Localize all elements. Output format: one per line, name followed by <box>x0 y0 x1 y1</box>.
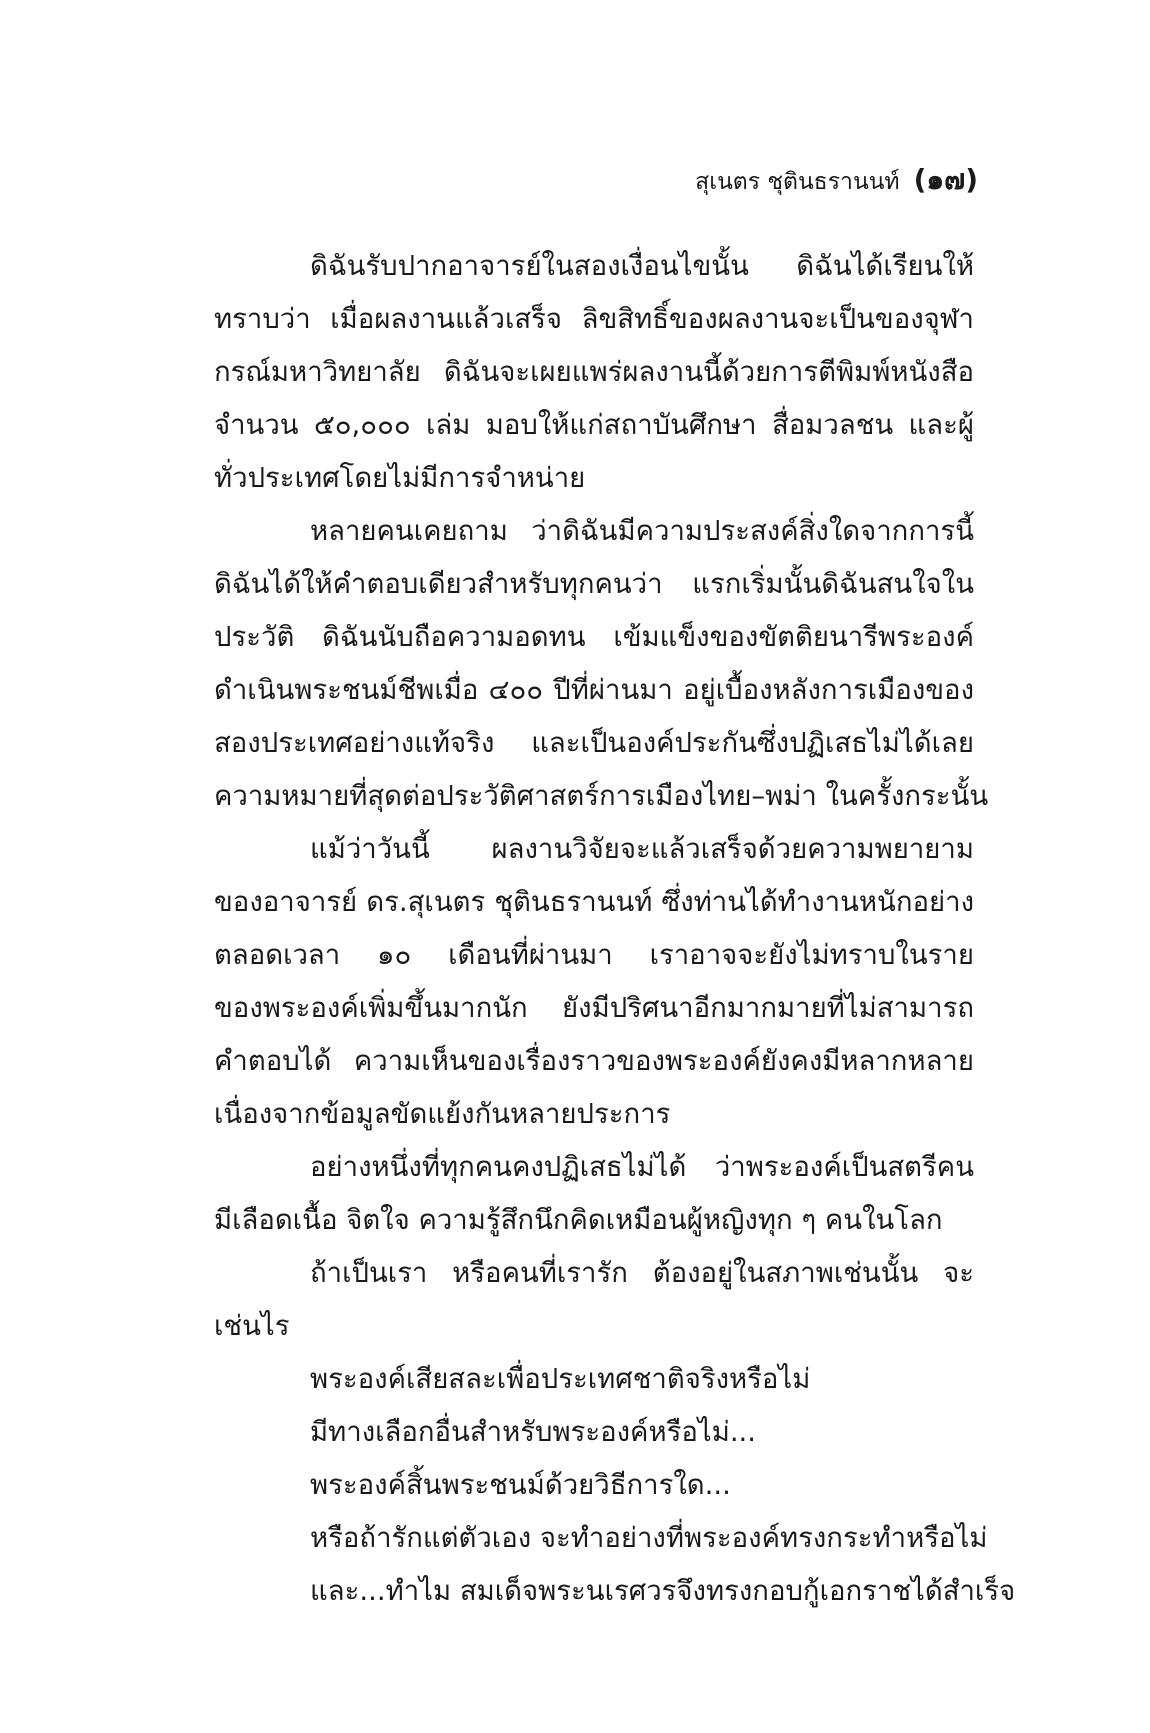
text-line: ทราบว่า เมื่อผลงานแล้วเสร็จ ลิขสิทธิ์ของผลงานจะเป็นของจุฬา <box>214 303 974 335</box>
text-line: ถ้าเป็นเรา หรือคนที่เรารัก ต้องอยู่ในสภาพเช่นนั้น จะ <box>310 1257 974 1289</box>
page-number: (๑๗) <box>913 163 978 196</box>
text-line: ของอาจารย์ ดร.สุเนตร ชุตินธรานนท์ ซึ่งท่านได้ทำงานหนักอย่าง <box>214 886 974 918</box>
text-line: แม้ว่าวันนี้ ผลงานวิจัยจะแล้วเสร็จด้วยความพยายาม <box>310 833 974 865</box>
text-line: ความหมายที่สุดต่อประวัติศาสตร์การเมืองไทย–พม่า ในครั้งกระนั้น <box>214 780 989 812</box>
text-line: ดำเนินพระชนม์ชีพเมื่อ ๔๐๐ ปีที่ผ่านมา อยู่เบื้องหลังการเมืองของ <box>214 674 974 706</box>
text-line: อย่างหนึ่งที่ทุกคนคงปฏิเสธไม่ได้ ว่าพระองค์เป็นสตรีคน <box>310 1151 974 1183</box>
text-line: ประวัติ ดิฉันนับถือความอดทน เข้มแข็งของขัตติยนารีพระองค์ <box>214 621 974 653</box>
text-line: เช่นไร <box>214 1310 290 1342</box>
text-line: มีทางเลือกอื่นสำหรับพระองค์หรือไม่... <box>310 1416 757 1448</box>
text-line: เนื่องจากข้อมูลขัดแย้งกันหลายประการ <box>214 1098 671 1130</box>
text-line: มีเลือดเนื้อ จิตใจ ความรู้สึกนึกคิดเหมือนผู้หญิงทุก ๆ คนในโลก <box>214 1204 943 1236</box>
text-line: ทั่วประเทศโดยไม่มีการจำหน่าย <box>214 462 586 494</box>
text-line: สองประเทศอย่างแท้จริง และเป็นองค์ประกันซึ่งปฏิเสธไม่ได้เลย <box>214 727 974 759</box>
text-line: หลายคนเคยถาม ว่าดิฉันมีความประสงค์สิ่งใดจากการนี้ <box>310 515 974 547</box>
text-line: กรณ์มหาวิทยาลัย ดิฉันจะเผยแพร่ผลงานนี้ด้วยการตีพิมพ์หนังสือ <box>214 356 974 388</box>
text-line: ตลอดเวลา ๑๐ เดือนที่ผ่านมา เราอาจจะยังไม่ทราบในราย <box>214 939 974 971</box>
text-line: หรือถ้ารักแต่ตัวเอง จะทำอย่างที่พระองค์ทรงกระทำหรือไม่ <box>310 1522 988 1554</box>
text-line: ดิฉันรับปากอาจารย์ในสองเงื่อนไขนั้น ดิฉันได้เรียนให้ <box>310 250 974 282</box>
running-header <box>695 158 978 202</box>
body-text <box>214 240 1016 1618</box>
text-line: พระองค์สิ้นพระชนม์ด้วยวิธีการใด... <box>310 1469 731 1501</box>
text-line: พระองค์เสียสละเพื่อประเทศชาติจริงหรือไม่ <box>310 1363 811 1395</box>
text-line: จำนวน ๕๐,๐๐๐ เล่ม มอบให้แก่สถาบันศึกษา สื่อมวลชน และผู้ <box>214 409 974 441</box>
text-line: คำตอบได้ ความเห็นของเรื่องราวของพระองค์ยังคงมีหลากหลาย <box>214 1045 974 1077</box>
text-line: ดิฉันได้ให้คำตอบเดียวสำหรับทุกคนว่า แรกเริ่มนั้นดิฉันสนใจใน <box>214 568 974 600</box>
header-author: สุเนตร ชุตินธรานนท์ <box>695 169 900 195</box>
text-line: ของพระองค์เพิ่มขึ้นมากนัก ยังมีปริศนาอีกมากมายที่ไม่สามารถ <box>214 992 974 1024</box>
text-line: และ...ทำไม สมเด็จพระนเรศวรจึงทรงกอบกู้เอกราชได้สำเร็จ <box>310 1575 1016 1607</box>
